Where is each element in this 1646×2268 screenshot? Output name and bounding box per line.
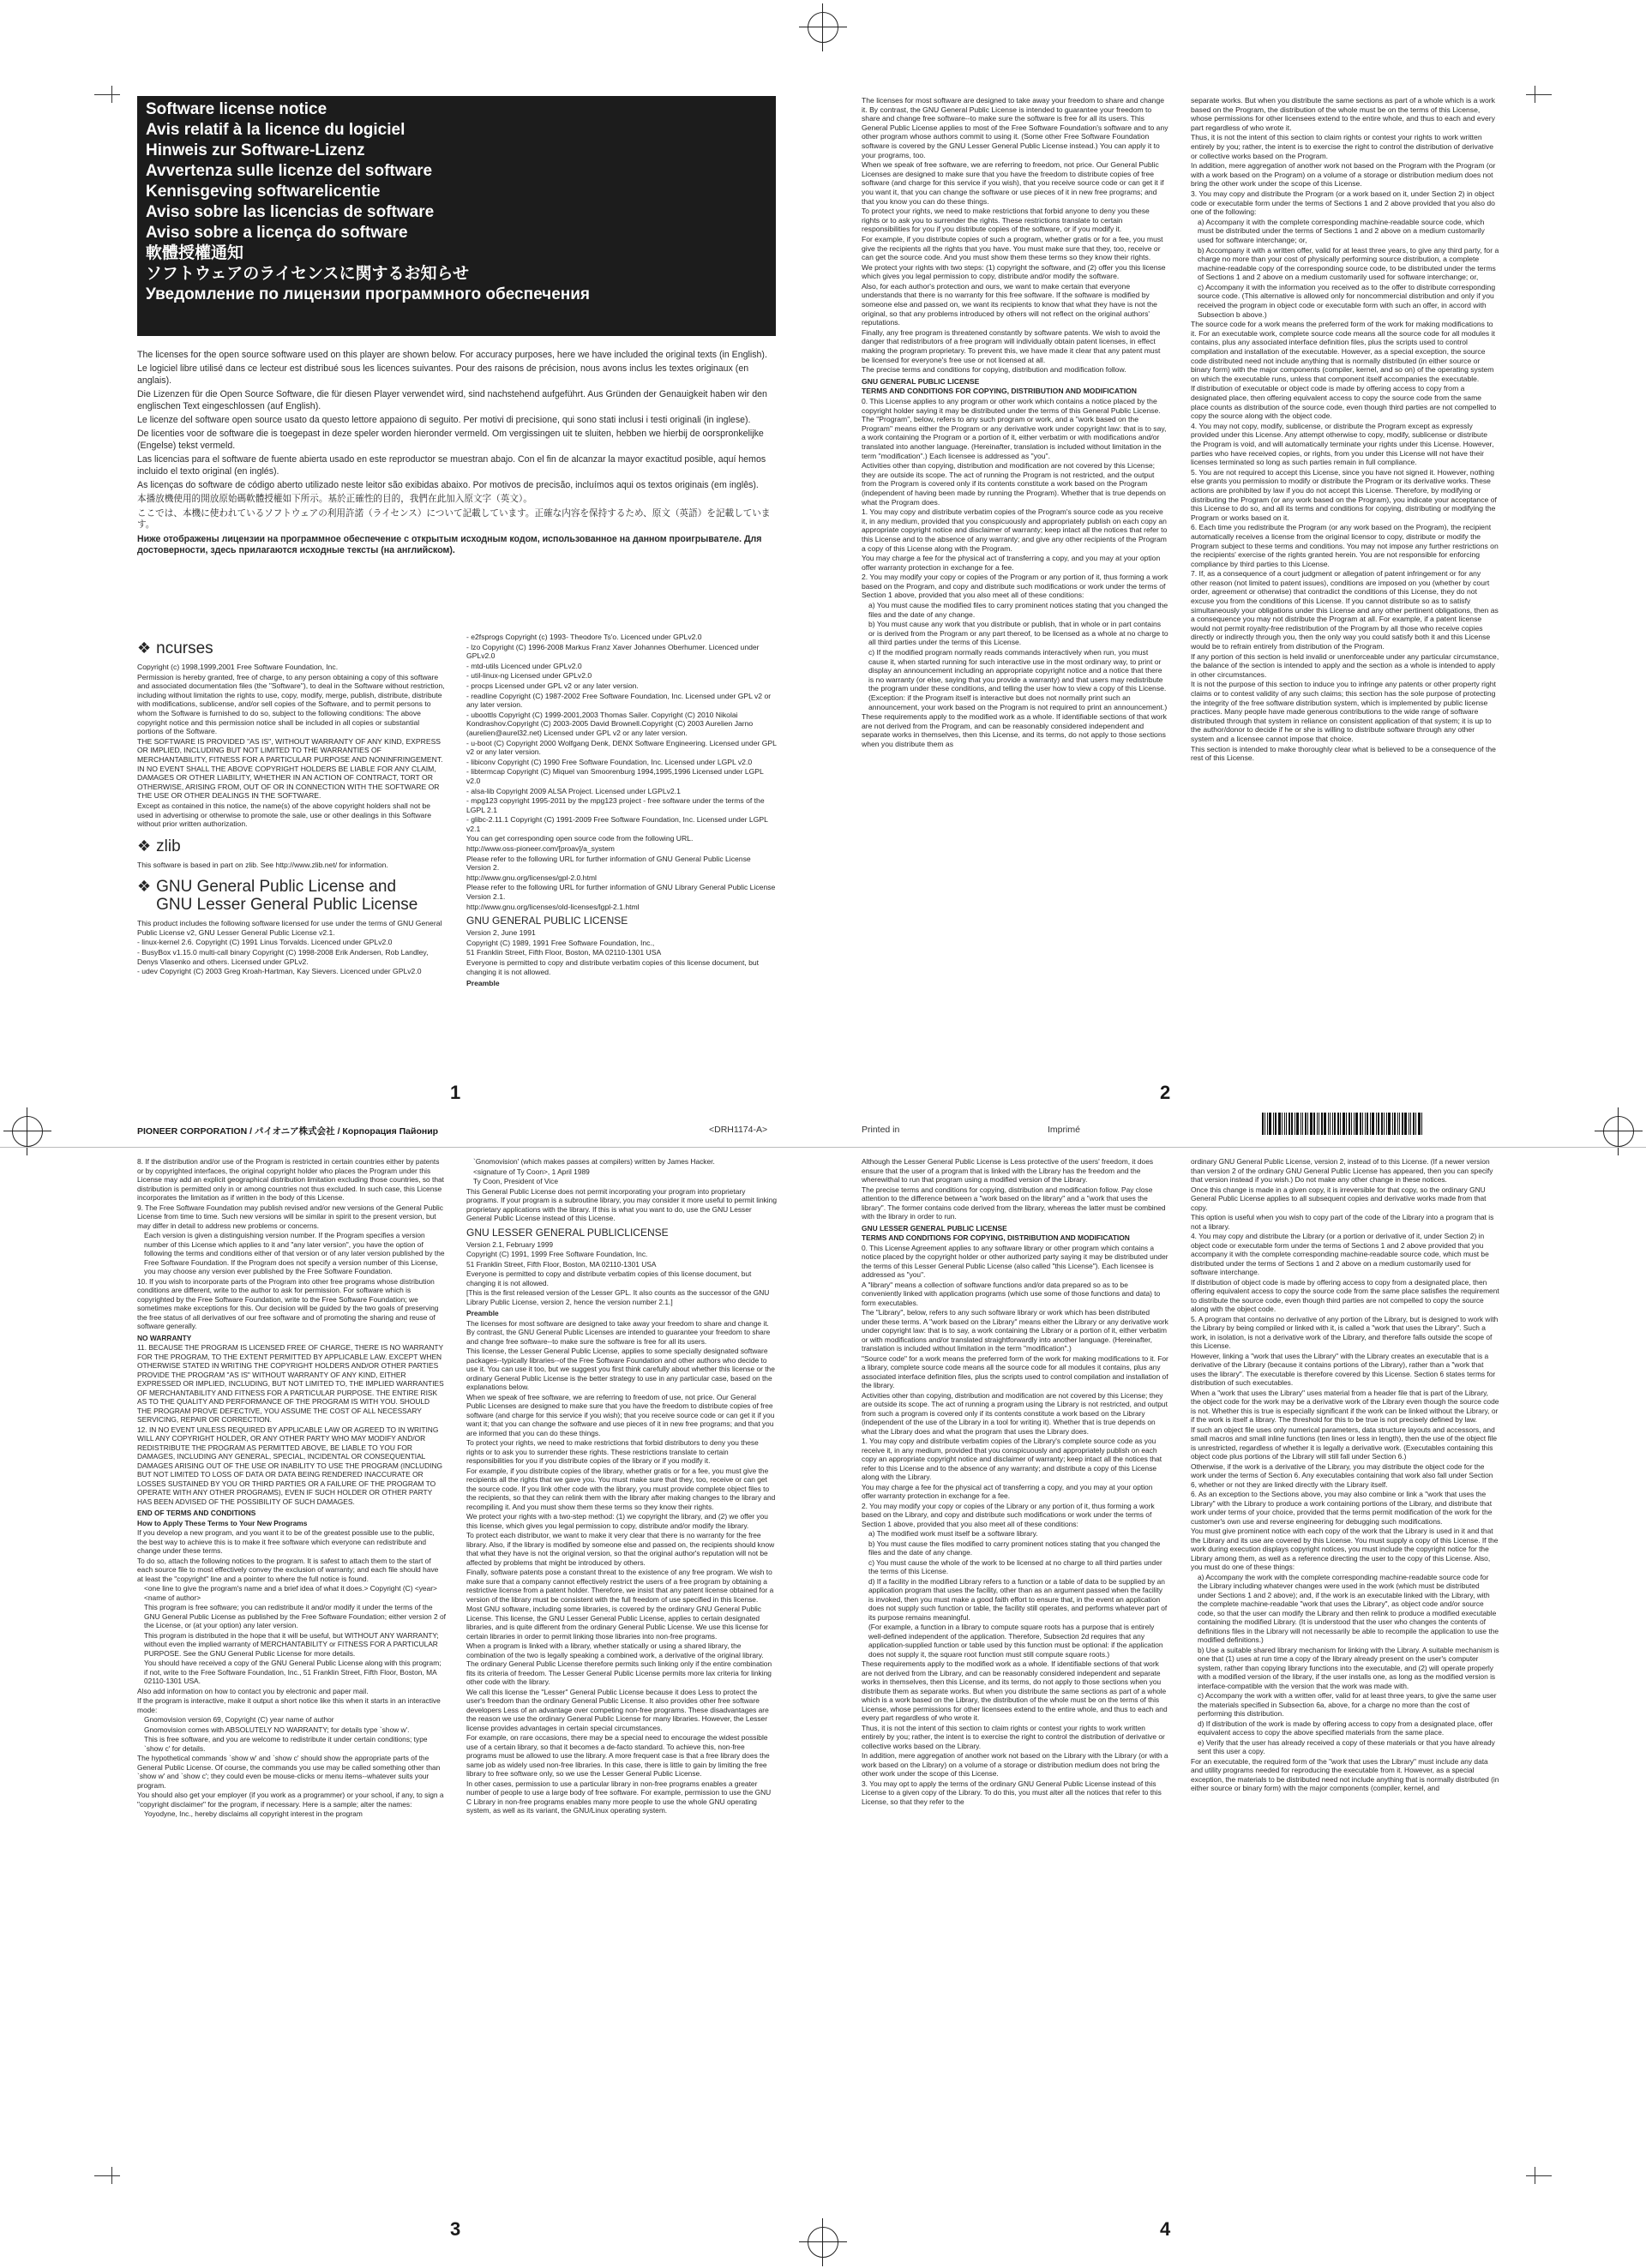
notice-title-es: Aviso sobre las licencias de software [146, 203, 435, 221]
barcode-bar [1302, 1113, 1303, 1135]
gpl-paragraph: <one line to give the program's name and a brief idea of what it does.> Copyright (C) <year> <name of author> [144, 1584, 437, 1602]
gpl-item: - udev Copyright (C) 2003 Greg Kroah-Hartman, Kay Sievers. Licenced under GPLv2.0 [137, 967, 422, 976]
gpl-term: b) Accompany it with a written offer, valid for at least three years, to give any third party, for a charge no more than your cost of physically performing source distribution, a complete machine-readable copy of the corresponding source code, to be distributed under the terms of Sections 1 and 2 above on a medium customarily used for software interchange; or, [1198, 245, 1499, 282]
component-item: - mpg123 copyright 1995-2011 by the mpg123 project - free software under the terms of the LGPL 2.1 [466, 796, 765, 814]
lgpl-term: 6. As an exception to the Sections above, you may also combine or link a "work that uses the Library" with the Library to produce a work containing portions of the Library, and distribute that work under terms of your choice, provided that the terms permit modification of the work for the customer's own use and reverse engineering for debugging such modifications. [1191, 1490, 1493, 1526]
barcode-bar [1273, 1113, 1274, 1135]
barcode-bar [1328, 1113, 1329, 1135]
barcode-bar [1262, 1113, 1264, 1135]
barcode-bar [1321, 1113, 1323, 1135]
lgpl-paragraph: To protect your rights, we need to make restrictions that forbid distributors to deny you these rights or to ask you to surrender these rights. These restrictions translate to certain responsibilities for you if you distribute copies of the library or if you modify it. [466, 1438, 759, 1465]
gpl-term: 2. You may modify your copy or copies of the Program or any portion of it, thus forming a work based on the Program, and copy and distribute such modifications or work under the terms of Section 1 above, provided that you also meet all of these conditions: [862, 573, 1168, 600]
barcode-bar [1362, 1113, 1363, 1135]
gpl-term: a) Accompany it with the complete corresponding machine-readable source code, which must be distributed under the terms of Sections 1 and 2 above on a medium customarily used for software interchange; or, [1198, 217, 1485, 244]
fold-line [0, 1147, 1646, 1148]
notice-title-fr: Avis relatif à la licence du logiciel [146, 121, 405, 139]
notice-title-en: Software license notice [146, 100, 327, 118]
barcode-bar [1310, 1113, 1313, 1135]
diamond-bullet-icon: ❖ [137, 639, 152, 657]
lgpl-term: (For example, a function in a library to compute square roots has a purpose that is entirely well-defined independent of the application. Therefore, Subsection 2d requires that any application-supplied function or table used by this function must be optional: if the application does not supply it, the square root function must still compute square roots.) [868, 1623, 1163, 1659]
lgpl-term: For an executable, the required form of the "work that uses the Library" must include any data and utility programs needed for reproducing the executable from it. However, as a special exception, the materials to be distributed need not include anything that is normally distributed (in either source or binary form) with the major components (compiler, kernel, and [1191, 1756, 1499, 1792]
gpl-paragraph: This is free software, and you are welcome to redistribute it under certain conditions; type `show c' for details. [144, 1735, 428, 1753]
barcode-bar [1410, 1113, 1411, 1135]
column-lgpl-terms [862, 1157, 1168, 1807]
lgpl-paragraph: Finally, software patents pose a constant threat to the existence of any free program. We wish to make sure that a company cannot effectively restrict the users of a free program by obtaining a restrictive license from a patent holder. Therefore, we insist that any patent license obtained for a version of the library must be consistent with the full freedom of use specified in this license. [466, 1568, 774, 1604]
notice-title-nl: Kennisgeving softwarelicentie [146, 183, 381, 201]
gpl-term: c) If the modified program normally reads commands interactively when run, you must cause it, when started running for such interactive use in the most ordinary way, to print or display an announcement including an appropriate copyright notice and a notice that there is no warranty (or else, saying that you provide a warranty) and that users may redistribute the program under these conditions, and telling the user how to view a copy of this License. (Exception: if the Program itself is interactive but does not normally print such an announcement, your work based on the Program is not required to print an announcement.) [868, 648, 1168, 711]
gpl-paragraph: You should have received a copy of the GNU General Public License along with this program; if not, write to the Free Software Foundation, Inc., 51 Franklin Street, Fifth Floor, Boston, MA 02110-1301 USA. [144, 1659, 442, 1685]
registration-mark [3, 1107, 51, 1155]
lgpl-term: "Source code" for a work means the preferred form of the work for making modifications to it. For a library, complete source code means all the source code for all modules it contains, plus any associated interface definition files, plus the scripts used to control compilation and installation of the library. [862, 1353, 1168, 1389]
gpl-paragraph: For example, if you distribute copies of such a program, whether gratis or for a fee, you must give the recipients all the rights that you have. You must make sure that they, too, receive or can get the source code. And you must show them these terms so they know their rights. [862, 234, 1163, 262]
barcode-bar [1330, 1113, 1331, 1135]
barcode-bar [1372, 1113, 1374, 1135]
gpl-paragraph: Also, for each author's protection and ours, we want to make certain that everyone understands that there is no warranty for this free software. If the software is modified by someone else and passed on, we want its recipients to know that what they have is not the original, so that any problems introduced by others will not reflect on the original authors' reputations. [862, 281, 1157, 327]
barcode-bar [1365, 1113, 1366, 1135]
lgpl-header-line: Copyright (C) 1991, 1999 Free Software Foundation, Inc. [466, 1250, 648, 1258]
barcode-bar [1384, 1113, 1385, 1135]
source-url: http://www.gnu.org/licenses/gpl-2.0.html [466, 873, 597, 882]
no-warranty-heading: NO WARRANTY [137, 1333, 192, 1342]
gpl-term: It is not the purpose of this section to induce you to infringe any patents or other property right claims or to contest validity of any such claims; this section has the sole purpose of protecting the integrity of the free software distribution system, which is implemented by public license practices. Many people have made generous contributions to the wide range of software distributed through that system in reliance on consistent application of that system; it is up to the author/donor to decide if he or she is willing to distribute software through any other system and a licensee cannot impose that choice. [1191, 680, 1496, 743]
gpl-title: GNU GENERAL PUBLIC LICENSE [466, 915, 628, 927]
barcode-bar [1397, 1113, 1398, 1135]
notice-title-ru: Уведомление по лицензии программного обеспечения [146, 285, 591, 303]
gpl-paragraph: Gnomovision version 69, Copyright (C) year name of author [144, 1715, 334, 1724]
lgpl-term: 0. This License Agreement applies to any software library or other program which contains a notice placed by the copyright holder or other authorized party saying it may be distributed under the terms of this Lesser General Public License (also called "this License"). Each licensee is addressed as "you". [862, 1243, 1168, 1279]
barcode-bar [1392, 1113, 1393, 1135]
footer-code: <DRH1174-A> [709, 1125, 768, 1135]
gpl-terms-subtitle: TERMS AND CONDITIONS FOR COPYING, DISTRIBUTION AND MODIFICATION [862, 387, 1137, 396]
gpl-term: The source code for a work means the preferred form of the work for making modifications to it. For an executable work, complete source code means all the source code for all modules it contains, plus any associated interface definition files, plus the scripts used to control compilation and installation of the executable. However, as a special exception, the source code distributed need not include anything that is normally distributed (in either source or binary form) with the major components (compiler, kernel, and so on) of the operating system on which the executable runs, unless that component itself accompanies the executable. [1191, 320, 1495, 383]
barcode-bar [1313, 1113, 1315, 1135]
lgpl-term: c) Accompany the work with a written offer, valid for at least three years, to give the same user the materials specified in Subsection 6a, above, for a charge no more than the cost of performing this distribution. [1198, 1691, 1497, 1718]
gpl-term: separate works. But when you distribute the same sections as part of a whole which is a work based on the Program, the distribution of the whole must be on the terms of this License, whose permissions for other licensees extend to the entire whole, and thus to each and every part regardless of who wrote it. [1191, 96, 1495, 132]
ncurses-heading: ❖ ncurses [137, 639, 213, 657]
component-item: - libtermcap Copyright (C) Miquel van Smoorenburg 1994,1995,1996 Licensed under LGPL v2.0 [466, 767, 764, 785]
lgpl-paragraph: The licenses for most software are designed to take away your freedom to share and change it. By contrast, the GNU General Public Licenses are intended to guarantee your freedom to share and change free software--to make sure the software is free for all its users. [466, 1318, 771, 1346]
crop-mark [1526, 2175, 1552, 2176]
gpl-term: b) You must cause any work that you distribute or publish, that in whole or in part contains or is derived from the Program or any part thereof, to be licensed as a whole at no charge to all third parties under the terms of this License. [868, 620, 1168, 647]
barcode-bar [1381, 1113, 1383, 1135]
barcode-bar [1354, 1113, 1355, 1135]
gpl-header-line: Copyright (C) 1989, 1991 Free Software Foundation, Inc., [466, 938, 655, 947]
lgpl-term: These requirements apply to the modified work as a whole. If identifiable sections of that work are not derived from the Library, and can be reasonably considered independent and separate works in themselves, then this License, and its terms, do not apply to those sections when you distribute them as separate works. But when you distribute the same sections as part of a whole which is a work based on the Library, the distribution of the whole must be on the terms of this License, whose permissions for other licensees extend to the entire whole, and thus to each and every part regardless of who wrote it. [862, 1659, 1168, 1722]
lgpl-term: 3. You may opt to apply the terms of the ordinary GNU General Public License instead of this License to a given copy of the Library. To do this, you must alter all the notices that refer to this License, so that they refer to the [862, 1779, 1162, 1806]
gpl-term: 7. If, as a consequence of a court judgment or allegation of patent infringement or for any other reason (not limited to patent issues), conditions are imposed on you (whether by court order, agreement or otherwise) that contradict the conditions of this License, they do not excuse you from the conditions of this License. If you cannot distribute so as to satisfy simultaneously your obligations under this License and any other pertinent obligations, then as a consequence you may not distribute the Program at all. For example, if a patent license would not permit royalty-free redistribution of the Program by all those who receive copies directly or indirectly through you, then the only way you could satisfy both it and this License would be to refrain entirely from distribution of the Program. [1191, 569, 1499, 651]
gpl-term: 12. IN NO EVENT UNLESS REQUIRED BY APPLICABLE LAW OR AGREED TO IN WRITING WILL ANY COPYRIGHT HOLDER, OR ANY OTHER PARTY WHO MAY MODIFY AND/OR REDISTRIBUTE THE PROGRAM AS PERMITTED ABOVE, BE LIABLE TO YOU FOR DAMAGES, INCLUDING ANY GENERAL, SPECIAL, INCIDENTAL OR CONSEQUENTIAL DAMAGES ARISING OUT OF THE USE OR INABILITY TO USE THE PROGRAM (INCLUDING BUT NOT LIMITED TO LOSS OF DATA OR DATA BEING RENDERED INACCURATE OR LOSSES SUSTAINED BY YOU OR THIRD PARTIES OR A FAILURE OF THE PROGRAM TO OPERATE WITH ANY OTHER PROGRAMS), EVEN IF SUCH HOLDER OR OTHER PARTY HAS BEEN ADVISED OF THE POSSIBILITY OF SUCH DAMAGES. [137, 1425, 443, 1506]
lgpl-terms-subtitle: TERMS AND CONDITIONS FOR COPYING, DISTRIBUTION AND MODIFICATION [862, 1233, 1130, 1242]
barcode-bar [1289, 1113, 1290, 1135]
gpl-term: Activities other than copying, distribution and modification are not covered by this License; they are outside its scope. The act of running the Program is not restricted, and the output from the Program is covered only if its contents constitute a work based on the Program (independent of having been made by running the Program). Whether that is true depends on what the Program does. [862, 461, 1166, 507]
intro-paragraph: The licenses for the open source software used on this player are shown below. For accuracy purposes, here we have included the original texts (in English). [137, 350, 767, 360]
barcode-bar [1386, 1113, 1387, 1135]
component-item: - mtd-utils Licenced under GPLv2.0 [466, 661, 582, 670]
gpl-paragraph: We protect your rights with two steps: (1) copyright the software, and (2) offer you this license which gives you legal permission to copy, distribute and/or modify the software. [862, 262, 1166, 281]
gpl-term: If any portion of this section is held invalid or unenforceable under any particular circumstance, the balance of the section is intended to apply and the section as a whole is intended to apply in other circumstances. [1191, 651, 1499, 679]
gpl-term: In addition, mere aggregation of another work not based on the Program with the Program (or with a work based on the Program) on a volume of a storage or distribution medium does not bring the other work under the scope of this License. [1191, 161, 1496, 189]
barcode-bar [1378, 1113, 1379, 1135]
component-item: - lzo Copyright (C) 1996-2008 Markus Franz Xaver Johannes Oberhumer. Licenced under GPLv2.0 [466, 642, 760, 661]
gpl-term: 1. You may copy and distribute verbatim copies of the Program's source code as you receive it, in any medium, provided that you conspicuously and appropriately publish on each copy an appropriate copyright notice and disclaimer of warranty; keep intact all the notices that refer to this License and to the absence of any warranty; and give any other recipients of the Program a copy of this License along with the Program. [862, 507, 1168, 553]
barcode-bar [1349, 1113, 1350, 1135]
registration-mark [799, 2218, 847, 2266]
footer-printed-in: Printed in [862, 1125, 900, 1135]
barcode-bar [1324, 1113, 1326, 1135]
barcode-bar [1355, 1113, 1358, 1135]
lgpl-term: d) If a facility in the modified Library refers to a function or a table of data to be supplied by an application program that uses the facility, other than as an argument passed when the facility is invoked, then you must make a good faith effort to ensure that, in the event an application does not supply such function or table, the facility still operates, and performs whatever part of its purpose remains meaningful. [868, 1576, 1168, 1622]
barcode-bar [1346, 1113, 1347, 1135]
barcode [1262, 1113, 1493, 1135]
barcode-bar [1413, 1113, 1415, 1135]
diamond-bullet-icon: ❖ [137, 837, 152, 855]
gpl-term: 4. You may not copy, modify, sublicense, or distribute the Program except as expressly provided under this License. Any attempt otherwise to copy, modify, sublicense or distribute the Program is void, and will automatically terminate your rights under this License. However, parties who have received copies, or rights, from you under this License will not have their licenses terminated so long as such parties remain in full compliance. [1191, 421, 1494, 467]
lgpl-term: 1. You may copy and distribute verbatim copies of the Library's complete source code as you receive it, in any medium, provided that you conspicuously and appropriately publish on each copy an appropriate copyright notice and disclaimer of warranty; keep intact all the notices that refer to this License and to the absence of any warranty; and distribute a copy of this License along with the Library. [862, 1437, 1162, 1481]
gpl-term: a) You must cause the modified files to carry prominent notices stating that you changed the files and the date of any change. [868, 601, 1168, 619]
component-item: - e2fsprogs Copyright (c) 1993- Theodore Ts'o. Licenced under GPLv2.0 [466, 633, 702, 641]
lgpl-terms-title: GNU LESSER GENERAL PUBLIC LICENSE [862, 1223, 1007, 1233]
lgpl-paragraph: Although the Lesser General Public License is Less protective of the users' freedom, it does ensure that the user of a program that is linked with the Library has the freedom and the wherewithal to run that program using a modified version of the Library. [862, 1157, 1154, 1184]
gpl-paragraph: Yoyodyne, Inc., hereby disclaims all copyright interest in the program [144, 1809, 363, 1818]
lgpl-term: c) You must cause the whole of the work to be licensed at no charge to all third parties under the terms of this License. [868, 1557, 1162, 1575]
barcode-bar [1275, 1113, 1277, 1135]
barcode-bar [1340, 1113, 1341, 1135]
intro-text [137, 350, 778, 560]
gpl-paragraph: If you develop a new program, and you want it to be of the greatest possible use to the public, the best way to achieve this is to make it free software which everyone can redistribute and change under these terms. [137, 1528, 435, 1555]
intro-paragraph: De licenties voor de software die is toegepast in deze speler worden hieronder vermeld. Om vergissingen uit te sluiten, hebben we hierbij de oorspronkelijke (Engelse) tekst vermeld. [137, 429, 764, 451]
gpl-term: 5. You are not required to accept this License, since you have not signed it. However, nothing else grants you permission to modify or distribute the Program or its derivative works. These actions are prohibited by law if you do not accept this License. Therefore, by modifying or distributing the Program (or any work based on the Program), you indicate your acceptance of this License to do so, and all its terms and conditions for copying, distributing or modifying the Program or works based on it. [1191, 467, 1497, 522]
column-components [466, 633, 777, 989]
gpl-intro: This product includes the following software licensed for use under the terms of GNU General Public License v2, GNU Lesser General Public License v2.1. [137, 919, 442, 937]
gpl-terms-title: GNU GENERAL PUBLIC LICENSE [862, 376, 980, 386]
lgpl-term: a) Accompany the work with the complete corresponding machine-readable source code for the Library including whatever changes were used in the work (which must be distributed under Sections 1 and 2 above); and, if the work is an executable linked with the Library, with the complete machine-readable "work that uses the Library", as object code and/or source code, so that the user can modify the Library and then relink to produce a modified executable containing the modified Library. (It is understood that the user who changes the contents of definitions files in the Library will not necessarily be able to recompile the application to use the modified definitions.) [1198, 1572, 1499, 1644]
lgpl-term: b) Use a suitable shared library mechanism for linking with the Library. A suitable mechanism is one that (1) uses at run time a copy of the library already present on the user's computer system, rather than copying library functions into the executable, and (2) will operate properly with a modified version of the library, if the user installs one, as long as the modified version is interface-compatible with the version that the work was made with. [1198, 1645, 1499, 1690]
gpl-term: Thus, it is not the intent of this section to claim rights or contest your rights to work written entirely by you; rather, the intent is to exercise the right to control the distribution of derivative or collective works based on the Program. [1191, 133, 1494, 160]
barcode-bar [1282, 1113, 1283, 1135]
gpl-term: This section is intended to make thoroughly clear what is believed to be a consequence of the rest of this License. [1191, 744, 1496, 763]
page-number: 2 [1160, 1082, 1171, 1103]
gpl-paragraph: The licenses for most software are designed to take away your freedom to share and change it. By contrast, the GNU General Public License is intended to guarantee your freedom to share and change free software--to make sure the software is free for all its users. This General Public License applies to most of the Free Software Foundation's software and to any other program whose authors commit to using it. (Some other Free Software Foundation software is covered by the GNU Lesser General Public License instead.) You can apply it to your programs, too. [862, 96, 1168, 159]
end-terms-heading: END OF TERMS AND CONDITIONS [137, 1509, 256, 1517]
barcode-bar [1351, 1113, 1352, 1135]
page-number: 1 [450, 1082, 461, 1103]
component-item: - util-linux-ng Licensed under GPLv2.0 [466, 671, 592, 681]
barcode-bar [1370, 1113, 1371, 1135]
gpl-paragraph: Ty Coon, President of Vice [473, 1177, 559, 1185]
gpl-paragraph: The hypothetical commands `show w' and `show c' should show the appropriate parts of the General Public License. Of course, the commands you use may be called something other than `show w' and `show c'; they could even be mouse-clicks or menu items--whatever suits your program. [137, 1754, 441, 1790]
column-gpl-terms [1191, 96, 1499, 764]
notice-title-zh: 軟體授權通知 [146, 244, 244, 262]
gpl-term: These requirements apply to the modified work as a whole. If identifiable sections of that work are not derived from the Program, and can be reasonably considered independent and separate works in themselves, then this License, and its terms, do not apply to those sections when you distribute them as [862, 712, 1167, 748]
barcode-bar [1343, 1113, 1345, 1135]
gpl-paragraph: To do so, attach the following notices to the program. It is safest to attach them to the start of each source file to most effectively convey the exclusion of warranty; and each file should have at least the "copyright" line and a pointer to where the full notice is found. [137, 1556, 439, 1583]
lgpl-term: However, linking a "work that uses the Library" with the Library creates an executable that is a derivative of the Library (because it contains portions of the Library), rather than a "work that uses the library". The executable is therefore covered by this License. Section 6 states terms for distribution of such executables. [1191, 1351, 1496, 1387]
barcode-bar [1418, 1113, 1421, 1135]
lgpl-paragraph: This license, the Lesser General Public License, applies to some specially designated software packages--typically libraries--of the Free Software Foundation and other authors who decide to use it. You can use it too, but we suggest you first think carefully about whether this license or the ordinary General Public License is the better strategy to use in any particular case, based on the explanations below. [466, 1347, 775, 1391]
gpl-term: 3. You may copy and distribute the Program (or a work based on it, under Section 2) in object code or executable form under the terms of Sections 1 and 2 above provided that you also do one of the following: [1191, 189, 1495, 217]
zlib-text: This software is based in part on zlib. See http://www.zlib.net/ for information. [137, 860, 388, 869]
source-url: http://www.gnu.org/licenses/old-licenses/lgpl-2.1.html [466, 902, 640, 911]
gpl-term: Each version is given a distinguishing version number. If the Program specifies a version number of this License which applies to it and "any later version", you have the option of following the terms and conditions either of that version or of any later version published by the Free Software Foundation. If the Program does not specify a version number of this License, you may choose any version ever published by the Free Software Foundation. [144, 1231, 445, 1275]
lgpl-paragraph: To protect each distributor, we want to make it very clear that there is no warranty for the free library. Also, if the library is modified by someone else and passed on, the recipients should know that what they have is not the original version, so that the original author's reputation will not be affected by problems that might be introduced by others. [466, 1531, 775, 1567]
lgpl-term: In addition, mere aggregation of another work not based on the Library with the Library (or with a work based on the Library) on a volume of a storage or distribution medium does not bring the other work under the scope of this License. [862, 1751, 1168, 1778]
gpl-paragraph: Gnomovision comes with ABSOLUTELY NO WARRANTY; for details type `show w'. [144, 1725, 410, 1734]
lgpl-header-line: Everyone is permitted to copy and distribute verbatim copies of this license document, but changing it is not allowed. [466, 1269, 752, 1287]
lgpl-header-line: 51 Franklin Street, Fifth Floor, Boston, MA 02110-1301 USA [466, 1259, 657, 1269]
barcode-bar [1284, 1113, 1285, 1135]
lgpl-term: If such an object file uses only numerical parameters, data structure layouts and accessors, and small macros and small inline functions (ten lines or less in length), then the use of the object file is unrestricted, regardless of whether it is legally a derivative work. (Executables containing this object code plus portions of the Library will still fall under Section 6.) [1191, 1425, 1498, 1461]
lgpl-header-line: Version 2.1, February 1999 [466, 1239, 554, 1249]
lgpl-paragraph: The precise terms and conditions for copying, distribution and modification follow. Pay close attention to the difference between a "work based on the library" and a "work that uses the library". The former contains code derived from the library, whereas the latter must be combined with the library in order to run. [862, 1185, 1166, 1221]
gpl-term: If distribution of executable or object code is made by offering access to copy from a designated place, then offering equivalent access to copy the source code from the same place counts as distribution of the source code, even though third parties are not compelled to copy the source along with the object code. [1191, 384, 1497, 421]
barcode-bar [1394, 1113, 1396, 1135]
gpl-term: 8. If the distribution and/or use of the Program is restricted in certain countries either by patents or by copyrighted interfaces, the original copyright holder who places the Program under this License may add an explicit geographical distribution limitation excluding those countries, so that distribution is permitted only in or among countries not thus excluded. In such case, this License incorporates the limitation as if written in the body of this License. [137, 1157, 445, 1202]
lgpl-term: d) If distribution of the work is made by offering access to copy from a designated place, offer equivalent access to copy the above specified materials from the same place. [1198, 1719, 1493, 1737]
ncurses-text: Permission is hereby granted, free of charge, to any person obtaining a copy of this software and associated documentation files (the "Software"), to deal in the Software without restriction, including without limitation the rights to use, copy, modify, merge, publish, distribute, distribute with modifications, sublicense, and/or sell copies of the Software, and to permit persons to whom the Software is furnished to do so, subject to the following conditions: The above copyright notice and this permission notice shall be included in all copies or substantial portions of the Software. [137, 672, 445, 736]
barcode-bar [1286, 1113, 1287, 1135]
component-item: - readline Copyright (C) 1987-2002 Free Software Foundation, Inc. Licensed under GPL v2 or any later version. [466, 691, 772, 710]
lgpl-term: Thus, it is not the intent of this section to claim rights or contest your rights to work written entirely by you; rather, the intent is to exercise the right to control the distribution of derivative or collective works based on the Library. [862, 1723, 1165, 1750]
component-item: - uboottls Copyright (C) 1999-2001,2003 Thomas Sailer. Copyright (C) 2010 Nikolai Kondrashov.Copyright (C) 2003-2005 David Brownell.Copyright (C) 2003 Aurelien Jarno (aurelien@aurel32.net) Licensed under GPL v2 or any later version. [466, 710, 754, 737]
intro-paragraph: Las licencias para el software de fuente abierta usado en este reproductor se muestran abajo. Con el fin de alcanzar la mayor exactitud posible, aquí hemos incluido el texto original (en inglés). [137, 454, 766, 477]
lgpl-paragraph: When we speak of free software, we are referring to freedom of use, not price. Our General Public Licenses are designed to make sure that you have the freedom to distribute copies of free software (and charge for this service if you wish); that you receive source code or can get it if you want it; that you can change the software and use pieces of it in new free programs; and that you are informed that you can do these things. [466, 1392, 775, 1437]
column-ncurses [137, 633, 446, 977]
intro-paragraph: 本播放機使用的開放原始碼軟體授權如下所示。基於正確性的目的，我們在此加入原文字（英文）。 [137, 494, 532, 505]
lgpl-paragraph: In other cases, permission to use a particular library in non-free programs enables a greater number of people to use a large body of free software. For example, permission to use the GNU C Library in non-free programs enables many more people to use the whole GNU operating system, as well as its variant, the GNU/Linux operating system. [466, 1779, 772, 1815]
barcode-bar [1337, 1113, 1339, 1135]
zlib-heading: ❖ zlib [137, 837, 181, 855]
gpl-item: - BusyBox v1.15.0 multi-call binary Copyright (C) 1998-2008 Erik Andersen, Rob Landley, Denys Vlasenko and others. Licensed under GPLv2. [137, 948, 429, 966]
gpl-term: 10. If you wish to incorporate parts of the Program into other free programs whose distribution conditions are different, write to the author to ask for permission. For software which is copyrighted by the Free Software Foundation, write to the Free Software Foundation; we sometimes make exceptions for this. Our decision will be guided by the two goals of preserving the free status of all derivatives of our free software and of promoting the sharing and reuse of software generally. [137, 1276, 439, 1330]
registration-mark [1595, 1107, 1643, 1155]
lgpl-preamble-heading: Preamble [466, 1309, 499, 1317]
gpl-term: 0. This License applies to any program or other work which contains a notice placed by the copyright holder saying it may be distributed under the terms of this General Public License. The "Program", below, refers to any such program or work, and a "work based on the Program" means either the Program or any derivative work under copyright law: that is to say, a work containing the Program or a portion of it, either verbatim or with modifications and/or translated into another language. (Hereinafter, translation is included without limitation in the term "modification".) Each licensee is addressed as "you". [862, 397, 1167, 460]
barcode-bar [1388, 1113, 1391, 1135]
lgpl-term: Otherwise, if the work is a derivative of the Library, you may distribute the object code for the work under the terms of Section 6. Any executables containing that work also fall under Section 6, whether or not they are linked directly with the Library itself. [1191, 1461, 1493, 1489]
gpl-paragraph: You should also get your employer (if you work as a programmer) or your school, if any, to sign a "copyright disclaimer" for the program, if necessary. Here is a sample; alter the names: [137, 1791, 444, 1809]
footer-imprime: Imprimé [1048, 1125, 1080, 1135]
barcode-bar [1332, 1113, 1333, 1135]
barcode-bar [1334, 1113, 1336, 1135]
intro-paragraph: Le licenze del software open source usato da questo lettore appaiono di seguito. Per motivi di precisione, qui sono stati inclusi i testi originali (in inglese). [137, 415, 751, 426]
gpl-paragraph: This General Public License does not permit incorporating your program into proprietary programs. If your program is a subroutine library, you may consider it more useful to permit linking proprietary applications with the library. If this is what you want to do, use the GNU Lesser General Public License instead of this License. [466, 1186, 777, 1222]
gpl-paragraph: The precise terms and conditions for copying, distribution and modification follow. [862, 365, 1126, 375]
barcode-bar [1376, 1113, 1377, 1135]
lgpl-term: The "Library", below, refers to any such software library or work which has been distributed under these terms. A "work based on the Library" means either the Library or any derivative work under copyright law: that is to say, a work containing the Library or a portion of it, either verbatim or with modifications and/or translated straightforwardly into another language. (Hereinafter, translation is included without limitation in the term "modification".) [862, 1308, 1168, 1353]
gpl-lgpl-heading: ❖ GNU General Public License and GNU Lesser General Public License [137, 878, 418, 915]
gpl-paragraph: When we speak of free software, we are referring to freedom, not price. Our General Public Licenses are designed to make sure that you have the freedom to distribute copies of free software (and charge for this service if you wish), that you receive source code or can get it if you want it, that you can change the software or use pieces of it in new free programs; and that you know you can do these things. [862, 160, 1164, 206]
how-to-apply-heading: How to Apply These Terms to Your New Programs [137, 1518, 308, 1527]
lgpl-term: e) Verify that the user has already received a copy of these materials or that you have already sent this user a copy. [1198, 1737, 1495, 1755]
barcode-bar [1360, 1113, 1361, 1135]
lgpl-term: When a "work that uses the Library" uses material from a header file that is part of the Library, the object code for the work may be a derivative work of the Library even though the source code is not. Whether this is true is especially significant if the work can be linked without the Library, or if the work is itself a library. The threshold for this to be true is not precisely defined by law. [1191, 1388, 1499, 1424]
barcode-bar [1367, 1113, 1368, 1135]
lgpl-term: This option is useful when you wish to copy part of the code of the Library into a program that is not a library. [1191, 1213, 1494, 1231]
barcode-bar [1305, 1113, 1307, 1135]
column-lgpl-terms-cont [1191, 1157, 1499, 1794]
barcode-bar [1269, 1113, 1271, 1135]
gpl-header-line: Version 2, June 1991 [466, 928, 536, 938]
crop-mark [94, 94, 120, 95]
barcode-bar [1402, 1113, 1403, 1135]
intro-paragraph: ここでは、本機に使われているソフトウェアの利用許諾（ライセンス）について記載しています。正確な内容を保持するため、原文（英語）を記載しています。 [137, 507, 771, 531]
gpl-header-line: 51 Franklin Street, Fifth Floor, Boston, MA 02110-1301 USA [466, 948, 662, 957]
gpl-paragraph: <signature of Ty Coon>, 1 April 1989 [473, 1167, 590, 1176]
source-info: Please refer to the following URL for further information of GNU Library General Public License Version 2.1. [466, 883, 776, 902]
barcode-bar [1421, 1113, 1422, 1135]
diamond-bullet-icon: ❖ [137, 878, 152, 896]
ncurses-text: Except as contained in this notice, the name(s) of the above copyright holders shall not be used in advertising or otherwise to promote the sale, use or other dealings in this Software without prior written authorization. [137, 801, 431, 829]
lgpl-term: Activities other than copying, distribution and modification are not covered by this License; they are outside its scope. The act of running a program using the Library is not restricted, and output from such a program is covered only if its contents constitute a work based on the Library (independent of the use of the Library in a tool for writing it). Whether that is true depends on what the Library does and what the program that uses the Library does. [862, 1390, 1168, 1436]
lgpl-term: b) You must cause the files modified to carry prominent notices stating that you changed the files and the date of any change. [868, 1539, 1161, 1557]
component-item: - libiconv Copyright (C) 1990 Free Software Foundation, Inc. Licensed under LGPL v2.0 [466, 757, 753, 766]
barcode-bar [1278, 1113, 1281, 1135]
registration-mark [799, 3, 847, 51]
component-item: - u-boot (C) Copyright 2000 Wolfgang Denk, DENX Software Engineering. Licensed under GPL v2 or any later version. [466, 738, 777, 757]
lgpl-paragraph: When a program is linked with a library, whether statically or using a shared library, the combination of the two is legally speaking a combined work, a derivative of the original library. The ordinary General Public License therefore permits such linking only if the entire combination fits its criteria of freedom. The Lesser General Public License permits more lax criteria for linking other code with the library. [466, 1641, 772, 1686]
gpl-term: You may charge a fee for the physical act of transferring a copy, and you may at your option offer warranty protection in exchange for a fee. [862, 554, 1161, 572]
ncurses-text: THE SOFTWARE IS PROVIDED "AS IS", WITHOUT WARRANTY OF ANY KIND, EXPRESS OR IMPLIED, INCLUDING BUT NOT LIMITED TO THE WARRANTIES OF MERCHANTABILITY, FITNESS FOR A PARTICULAR PURPOSE AND NONINFRINGEMENT. IN NO EVENT SHALL THE ABOVE COPYRIGHT HOLDERS BE LIABLE FOR ANY CLAIM, DAMAGES OR OTHER LIABILITY, WHETHER IN AN ACTION OF CONTRACT, TORT OR OTHERWISE, ARISING FROM, OUT OF OR IN CONNECTION WITH THE SOFTWARE OR THE USE OR OTHER DEALINGS IN THE SOFTWARE. [137, 736, 443, 801]
footer-company: PIONEER CORPORATION / パイオニア株式会社 / Корпорация Пайонир [137, 1126, 439, 1137]
crop-mark [94, 2175, 120, 2176]
gpl-term: 11. BECAUSE THE PROGRAM IS LICENSED FREE OF CHARGE, THERE IS NO WARRANTY FOR THE PROGRAM, TO THE EXTENT PERMITTED BY APPLICABLE LAW. EXCEPT WHEN OTHERWISE STATED IN WRITING THE COPYRIGHT HOLDERS AND/OR OTHER PARTIES PROVIDE THE PROGRAM "AS IS" WITHOUT WARRANTY OF ANY KIND, EITHER EXPRESSED OR IMPLIED, INCLUDING, BUT NOT LIMITED TO, THE IMPLIED WARRANTIES OF MERCHANTABILITY AND FITNESS FOR A PARTICULAR PURPOSE. THE ENTIRE RISK AS TO THE QUALITY AND PERFORMANCE OF THE PROGRAM IS WITH YOU. SHOULD THE PROGRAM PROVE DEFECTIVE, YOU ASSUME THE COST OF ALL NECESSARY SERVICING, REPAIR OR CORRECTION. [137, 1343, 444, 1424]
intro-paragraph: Le logiciel libre utilisé dans ce lecteur est distribué sous les licences suivantes. Pour des raisons de précision, nous avons inclus les textes originaux (en anglais). [137, 363, 749, 386]
gpl-term: 9. The Free Software Foundation may publish revised and/or new versions of the General Public License from time to time. Such new versions will be similar in spirit to the present version, but may differ in detail to address new problems or concerns. [137, 1203, 443, 1230]
lgpl-title: GNU LESSER GENERAL PUBLICLICENSE [466, 1226, 669, 1239]
lgpl-term: ordinary GNU General Public License, version 2, instead of to this License. (If a newer version than version 2 of the ordinary GNU General Public License has appeared, then you can specify that version instead if you wish.) Do not make any other change in these notices. [1191, 1157, 1493, 1184]
column-gpl-terms-end [137, 1157, 446, 1820]
lgpl-paragraph: We protect your rights with a two-step method: (1) we copyright the library, and (2) we offer you this license, which gives you legal permission to copy, distribute and/or modify the library. [466, 1512, 768, 1530]
source-info: You can get corresponding open source code from the following URL. [466, 834, 694, 843]
notice-title-de: Hinweis zur Software-Lizenz [146, 141, 365, 159]
lgpl-term: 4. You may copy and distribute the Library (or a portion or derivative of it, under Section 2) in object code or executable form under the terms of Sections 1 and 2 above provided that you accompany it with the complete corresponding machine-readable source code, which must be distributed under the terms of Sections 1 and 2 above on a medium customarily used for software interchange. [1191, 1232, 1489, 1276]
gpl-paragraph: To protect your rights, we need to make restrictions that forbid anyone to deny you these rights or to ask you to surrender the rights. These restrictions translate to certain responsibilities for you if you distribute copies of the software, or if you modify it. [862, 207, 1150, 234]
gpl-paragraph: This program is distributed in the hope that it will be useful, but WITHOUT ANY WARRANTY; without even the implied warranty of MERCHANTABILITY or FITNESS FOR A PARTICULAR PURPOSE. See the GNU General Public License for more details. [144, 1630, 439, 1658]
lgpl-term: If distribution of object code is made by offering access to copy from a designated place, then offering equivalent access to copy the source code from the same place satisfies the requirement to distribute the source code, even though third parties are not compelled to copy the source along with the object code. [1191, 1277, 1499, 1313]
barcode-bar [1404, 1113, 1407, 1135]
gpl-paragraph: Also add information on how to contact you by electronic and paper mail. [137, 1686, 369, 1695]
component-item: - alsa-lib Copyright 2009 ALSA Project. Licensed under LGPLv2.1 [466, 786, 681, 795]
lgpl-term: a) The modified work must itself be a software library. [868, 1529, 1038, 1538]
component-item: - glibc-2.11.1 Copyright (C) 1991-2009 Free Software Foundation, Inc. Licensed under LGPL v2.1 [466, 815, 768, 833]
gpl-term: c) Accompany it with the information you received as to the offer to distribute corresponding source code. (This alternative is allowed only for noncommercial distribution and only if you received the program in object code or executable form with such an offer, in accord with Subsection b above.) [1198, 282, 1496, 319]
source-url: http://www.oss-pioneer.com/[proav]/a_system [466, 844, 615, 854]
gpl-paragraph: `Gnomovision' (which makes passes at compilers) written by James Hacker. [473, 1157, 715, 1166]
lgpl-paragraph: Most GNU software, including some libraries, is covered by the ordinary GNU General Public License. This license, the GNU Lesser General Public License, applies to certain designated libraries, and is quite different from the ordinary General Public License. We use this license for certain libraries in order to permit linking those libraries into non-free programs. [466, 1605, 769, 1641]
notice-title-box [137, 96, 776, 336]
barcode-bar [1291, 1113, 1293, 1135]
column-lgpl-preamble [466, 1157, 777, 1816]
barcode-bar [1317, 1113, 1318, 1135]
notice-title-pt: Aviso sobre a licença do software [146, 224, 408, 242]
notice-title-it: Avvertenza sulle licenze del software [146, 162, 433, 180]
lgpl-header-line: [This is the first released version of the Lesser GPL. It also counts as the successor of the GNU Library Public License, version 2, hence the version number 2.1.] [466, 1288, 770, 1306]
gpl-paragraph: If the program is interactive, make it output a short notice like this when it starts in an interactive mode: [137, 1696, 441, 1714]
lgpl-paragraph: For example, on rare occasions, there may be a special need to encourage the widest possible use of a certain library, so that it becomes a de-facto standard. To achieve this, non-free programs must be allowed to use the library. A more frequent case is that a free library does the same job as widely used non-free libraries. In this case, there is little to gain by limiting the free library to free software only, so we use the Lesser General Public License. [466, 1733, 770, 1778]
lgpl-term: 2. You may modify your copy or copies of the Library or any portion of it, thus forming a work based on the Library, and copy and distribute such modifications or work under the terms of Section 1 above, provided that you also meet all of these conditions: [862, 1501, 1155, 1528]
gpl-paragraph: This program is free software; you can redistribute it and/or modify it under the terms of the GNU General Public License as published by the Free Software Foundation; either version 2 of the License, or (at your option) any later version. [144, 1603, 446, 1629]
gpl-item: - linux-kernel 2.6. Copyright (C) 1991 Linus Torvalds. Licenced under GPLv2.0 [137, 938, 393, 947]
gpl-header-line: Everyone is permitted to copy and distribute verbatim copies of this license document, but changing it is not allowed. [466, 958, 760, 976]
column-gpl-preamble [862, 96, 1168, 750]
lgpl-term: A "library" means a collection of software functions and/or data prepared so as to be conveniently linked with application programs (which use some of those functions and data) to form executables. [862, 1280, 1161, 1307]
crop-mark [1526, 94, 1552, 95]
gpl-paragraph: Finally, any free program is threatened constantly by software patents. We wish to avoid the danger that redistributors of a free program will individually obtain patent licenses, in effect making the program proprietary. To prevent this, we have made it clear that any patent must be licensed for everyone's free use or not licensed at all. [862, 327, 1161, 364]
notice-title-ja: ソフトウェアのライセンスに関するお知らせ [146, 265, 469, 283]
barcode-bar [1415, 1113, 1416, 1135]
intro-paragraph: Ниже отображены лицензии на программное обеспечение с открытым исходным кодом, использованное на данном проигрывателе. Для достоверности, здесь прилагаются исходные тексты (на английском). [137, 533, 762, 556]
gpl-term: 6. Each time you redistribute the Program (or any work based on the Program), the recipient automatically receives a license from the original licensor to copy, distribute or modify the Program subject to these terms and conditions. You may not impose any further restrictions on the recipients' exercise of the rights granted herein. You are not responsible for enforcing compliance by third parties to this License. [1191, 523, 1499, 568]
lgpl-term: Once this change is made in a given copy, it is irreversible for that copy, so the ordinary GNU General Public License applies to all subsequent copies and derivative works made from that copy. [1191, 1185, 1487, 1212]
barcode-bar [1267, 1113, 1268, 1135]
lgpl-term: 5. A program that contains no derivative of any portion of the Library, but is designed to work with the Library by being compiled or linked with it, is called a "work that uses the Library". Such a work, in isolation, is not a derivative work of the Library, and therefore falls outside the scope of this License. [1191, 1314, 1499, 1350]
gpl-preamble-heading: Preamble [466, 979, 500, 988]
intro-paragraph: Die Lizenzen für die Open Source Software, die für diesen Player verwendet wird, sind nachstehend aufgeführt. Aus Gründen der Genauigkeit haben wir den englischen Text eingeschlossen (auf English). [137, 389, 767, 411]
component-item: - procps Licensed under GPL v2 or any later version. [466, 681, 639, 690]
page-number: 3 [450, 2218, 461, 2240]
lgpl-paragraph: We call this license the "Lesser" General Public License because it does Less to protect the user's freedom than the ordinary General Public License. It also provides other free software developers Less of an advantage over competing non-free programs. These disadvantages are the reason we use the ordinary General Public License for many libraries. However, the Lesser license provides advantages in certain special circumstances. [466, 1687, 769, 1732]
lgpl-term: You may charge a fee for the physical act of transferring a copy, and you may at your option offer warranty protection in exchange for a fee. [862, 1482, 1153, 1500]
source-info: Please refer to the following URL for further information of GNU General Public License Version 2. [466, 854, 751, 873]
lgpl-paragraph: For example, if you distribute copies of the library, whether gratis or for a fee, you must give the recipients all the rights that we gave you. You must make sure that they, too, receive or can get the source code. If you link other code with the library, you must provide complete object files to the recipients, so that they can relink them with the library after making changes to the library and recompiling it. And you must show them these terms so they know their rights. [466, 1466, 776, 1511]
page-number: 4 [1160, 2218, 1171, 2240]
lgpl-term: You must give prominent notice with each copy of the work that the Library is used in it and that the Library and its use are covered by this License. You must supply a copy of this License. If the work during execution displays copyright notices, you must include the copyright notice for the Library among them, as well as a reference directing the user to the copy of this License. Also, you must do one of these things: [1191, 1527, 1499, 1571]
intro-paragraph: As licenças do software de código aberto utilizado neste leitor são exibidas abaixo. Por motivos de precisão, incluímos aqui os textos originais (em inglês). [137, 480, 759, 491]
barcode-bar [1399, 1113, 1400, 1135]
barcode-bar [1296, 1113, 1299, 1135]
ncurses-text: Copyright (c) 1998,1999,2001 Free Software Foundation, Inc. [137, 663, 339, 671]
barcode-bar [1307, 1113, 1308, 1135]
